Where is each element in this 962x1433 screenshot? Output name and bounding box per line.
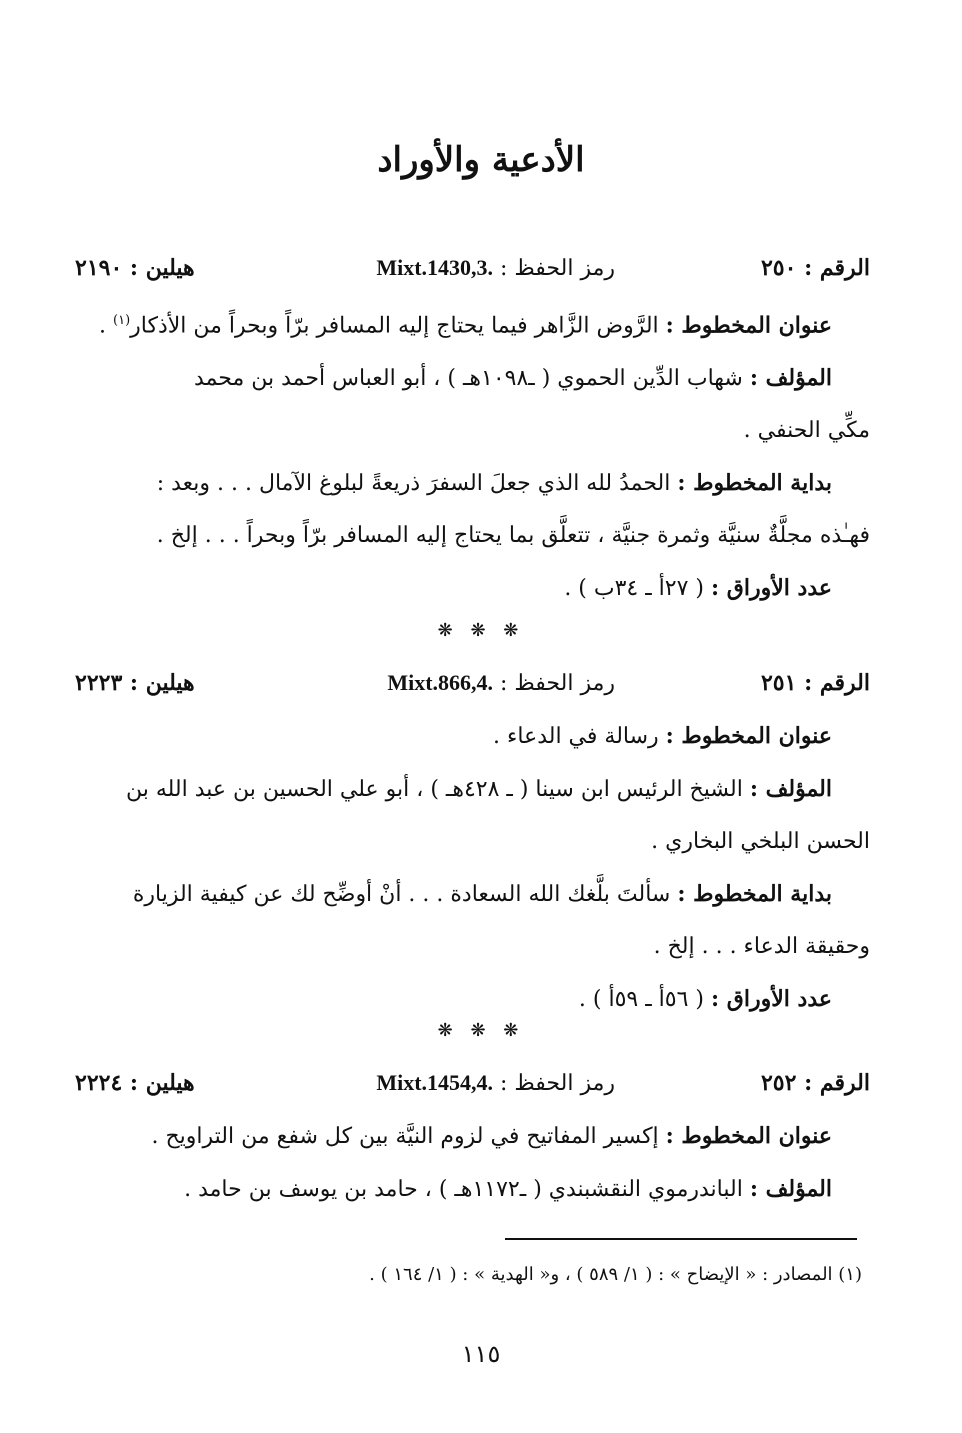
- author-label: المؤلف :: [749, 1176, 832, 1202]
- heilin-number: هيلين : ٢٢٢٤: [75, 1070, 195, 1096]
- author-text: شهاب الدِّين الحموي ( ـ١٠٩٨هـ ) ، أبو العباس أحمد بن محمد: [194, 366, 743, 392]
- incipit-label: بداية المخطوط :: [677, 881, 832, 907]
- folios-line: [60, 973, 870, 1026]
- manuscript-title-line: [60, 295, 870, 352]
- entry-meta-row: [60, 670, 870, 710]
- page-number: ١١٥: [461, 1340, 501, 1368]
- shelfmark-value: Mixt.1430,3.: [376, 255, 494, 280]
- author-line-continued: الحسن البلخي البخاري .: [651, 829, 870, 854]
- heilin-number: هيلين : ٢٢٢٣: [75, 670, 195, 696]
- shelfmark-value: Mixt.866,4.: [387, 670, 494, 695]
- folios-label: عدد الأوراق :: [711, 575, 832, 602]
- manuscript-title-label: عنوان المخطوط :: [665, 723, 832, 749]
- author-line: [60, 1163, 870, 1216]
- footnote-ref: (١): [113, 313, 131, 328]
- entry-meta-row: [60, 1070, 870, 1110]
- section-separator: ❋ ❋ ❋: [437, 1020, 525, 1041]
- shelfmark: [387, 670, 615, 696]
- author-text: الباندرموي النقشبندي ( ـ١١٧٢هـ ) ، حامد بن يوسف بن حامد .: [184, 1177, 743, 1202]
- incipit-text: الحمدُ لله الذي جعلَ السفرَ ذريعةً لبلوغ الآمال . . . وبعد :: [156, 471, 671, 497]
- folios-label: عدد الأوراق :: [711, 986, 832, 1012]
- entry-number: الرقم : ٢٥٠: [760, 255, 870, 281]
- footnote: (١) المصادر : « الإيضاح » : ( ١/ ٥٨٩ ) ، و« الهدية » : ( ١/ ١٦٤ ) .: [369, 1264, 862, 1285]
- incipit-line-continued: وحقيقة الدعاء . . . إلخ .: [653, 934, 870, 959]
- shelfmark-label: رمز الحفظ :: [500, 1071, 615, 1096]
- section-separator: ❋ ❋ ❋: [437, 620, 525, 641]
- catalog-entry: [60, 670, 870, 1026]
- footnote-rule: [505, 1238, 857, 1240]
- shelfmark: [376, 1070, 615, 1096]
- entry-number: الرقم : ٢٥٢: [760, 1070, 870, 1096]
- manuscript-title-line: [60, 1110, 870, 1163]
- manuscript-title: رسالة في الدعاء .: [493, 724, 659, 749]
- author-label: المؤلف :: [749, 776, 832, 802]
- page-title: الأدعية والأوراد: [377, 140, 585, 180]
- manuscript-title: إكسير المفاتيح في لزوم النيَّة بين كل شفع من التراويح .: [151, 1124, 659, 1149]
- author-label: المؤلف :: [749, 365, 832, 392]
- catalog-entry: [60, 255, 870, 615]
- manuscript-title-label: عنوان المخطوط :: [665, 1123, 832, 1149]
- incipit-label: بداية المخطوط :: [677, 470, 832, 497]
- folios-text: ( ٢٧أ ـ ٣٤ب ) .: [564, 576, 704, 602]
- shelfmark-value: Mixt.1454,4.: [376, 1070, 494, 1095]
- incipit-line: [60, 457, 870, 510]
- incipit-text: سألتَ بلَّغك الله السعادة . . . أنْ أوضِّح لك عن كيفية الزيارة: [132, 882, 671, 907]
- author-line: [60, 763, 870, 816]
- incipit-line: [60, 868, 870, 921]
- incipit-line-continued: فهـٰذه مجلَّةٌ سنيَّة وثمرة جنيَّة ، تتعلَّق بما يحتاج إليه المسافر برّاً وبحراً . . . إلخ .: [156, 523, 870, 549]
- manuscript-title: الرَّوض الزَّاهر فيما يحتاج إليه المسافر برّاً وبحراً من الأذكار: [130, 313, 659, 339]
- author-line: [60, 352, 870, 405]
- shelfmark: [376, 255, 615, 281]
- folios-line: [60, 562, 870, 615]
- author-text: الشيخ الرئيس ابن سينا ( ـ ٤٢٨هـ ) ، أبو علي الحسين بن عبد الله بن: [125, 777, 743, 802]
- entry-number: الرقم : ٢٥١: [760, 670, 870, 696]
- manuscript-title-line: [60, 710, 870, 763]
- author-line-continued: مكِّي الحنفي .: [743, 418, 870, 444]
- folios-text: ( ٥٦أ ـ ٥٩أ ) .: [578, 987, 704, 1012]
- entry-meta-row: [60, 255, 870, 295]
- shelfmark-label: رمز الحفظ :: [500, 671, 615, 696]
- manuscript-title-end: .: [99, 313, 107, 339]
- heilin-number: هيلين : ٢١٩٠: [75, 255, 195, 281]
- catalog-entry: [60, 1070, 870, 1216]
- manuscript-title-label: عنوان المخطوط :: [665, 312, 832, 339]
- shelfmark-label: رمز الحفظ :: [500, 256, 615, 281]
